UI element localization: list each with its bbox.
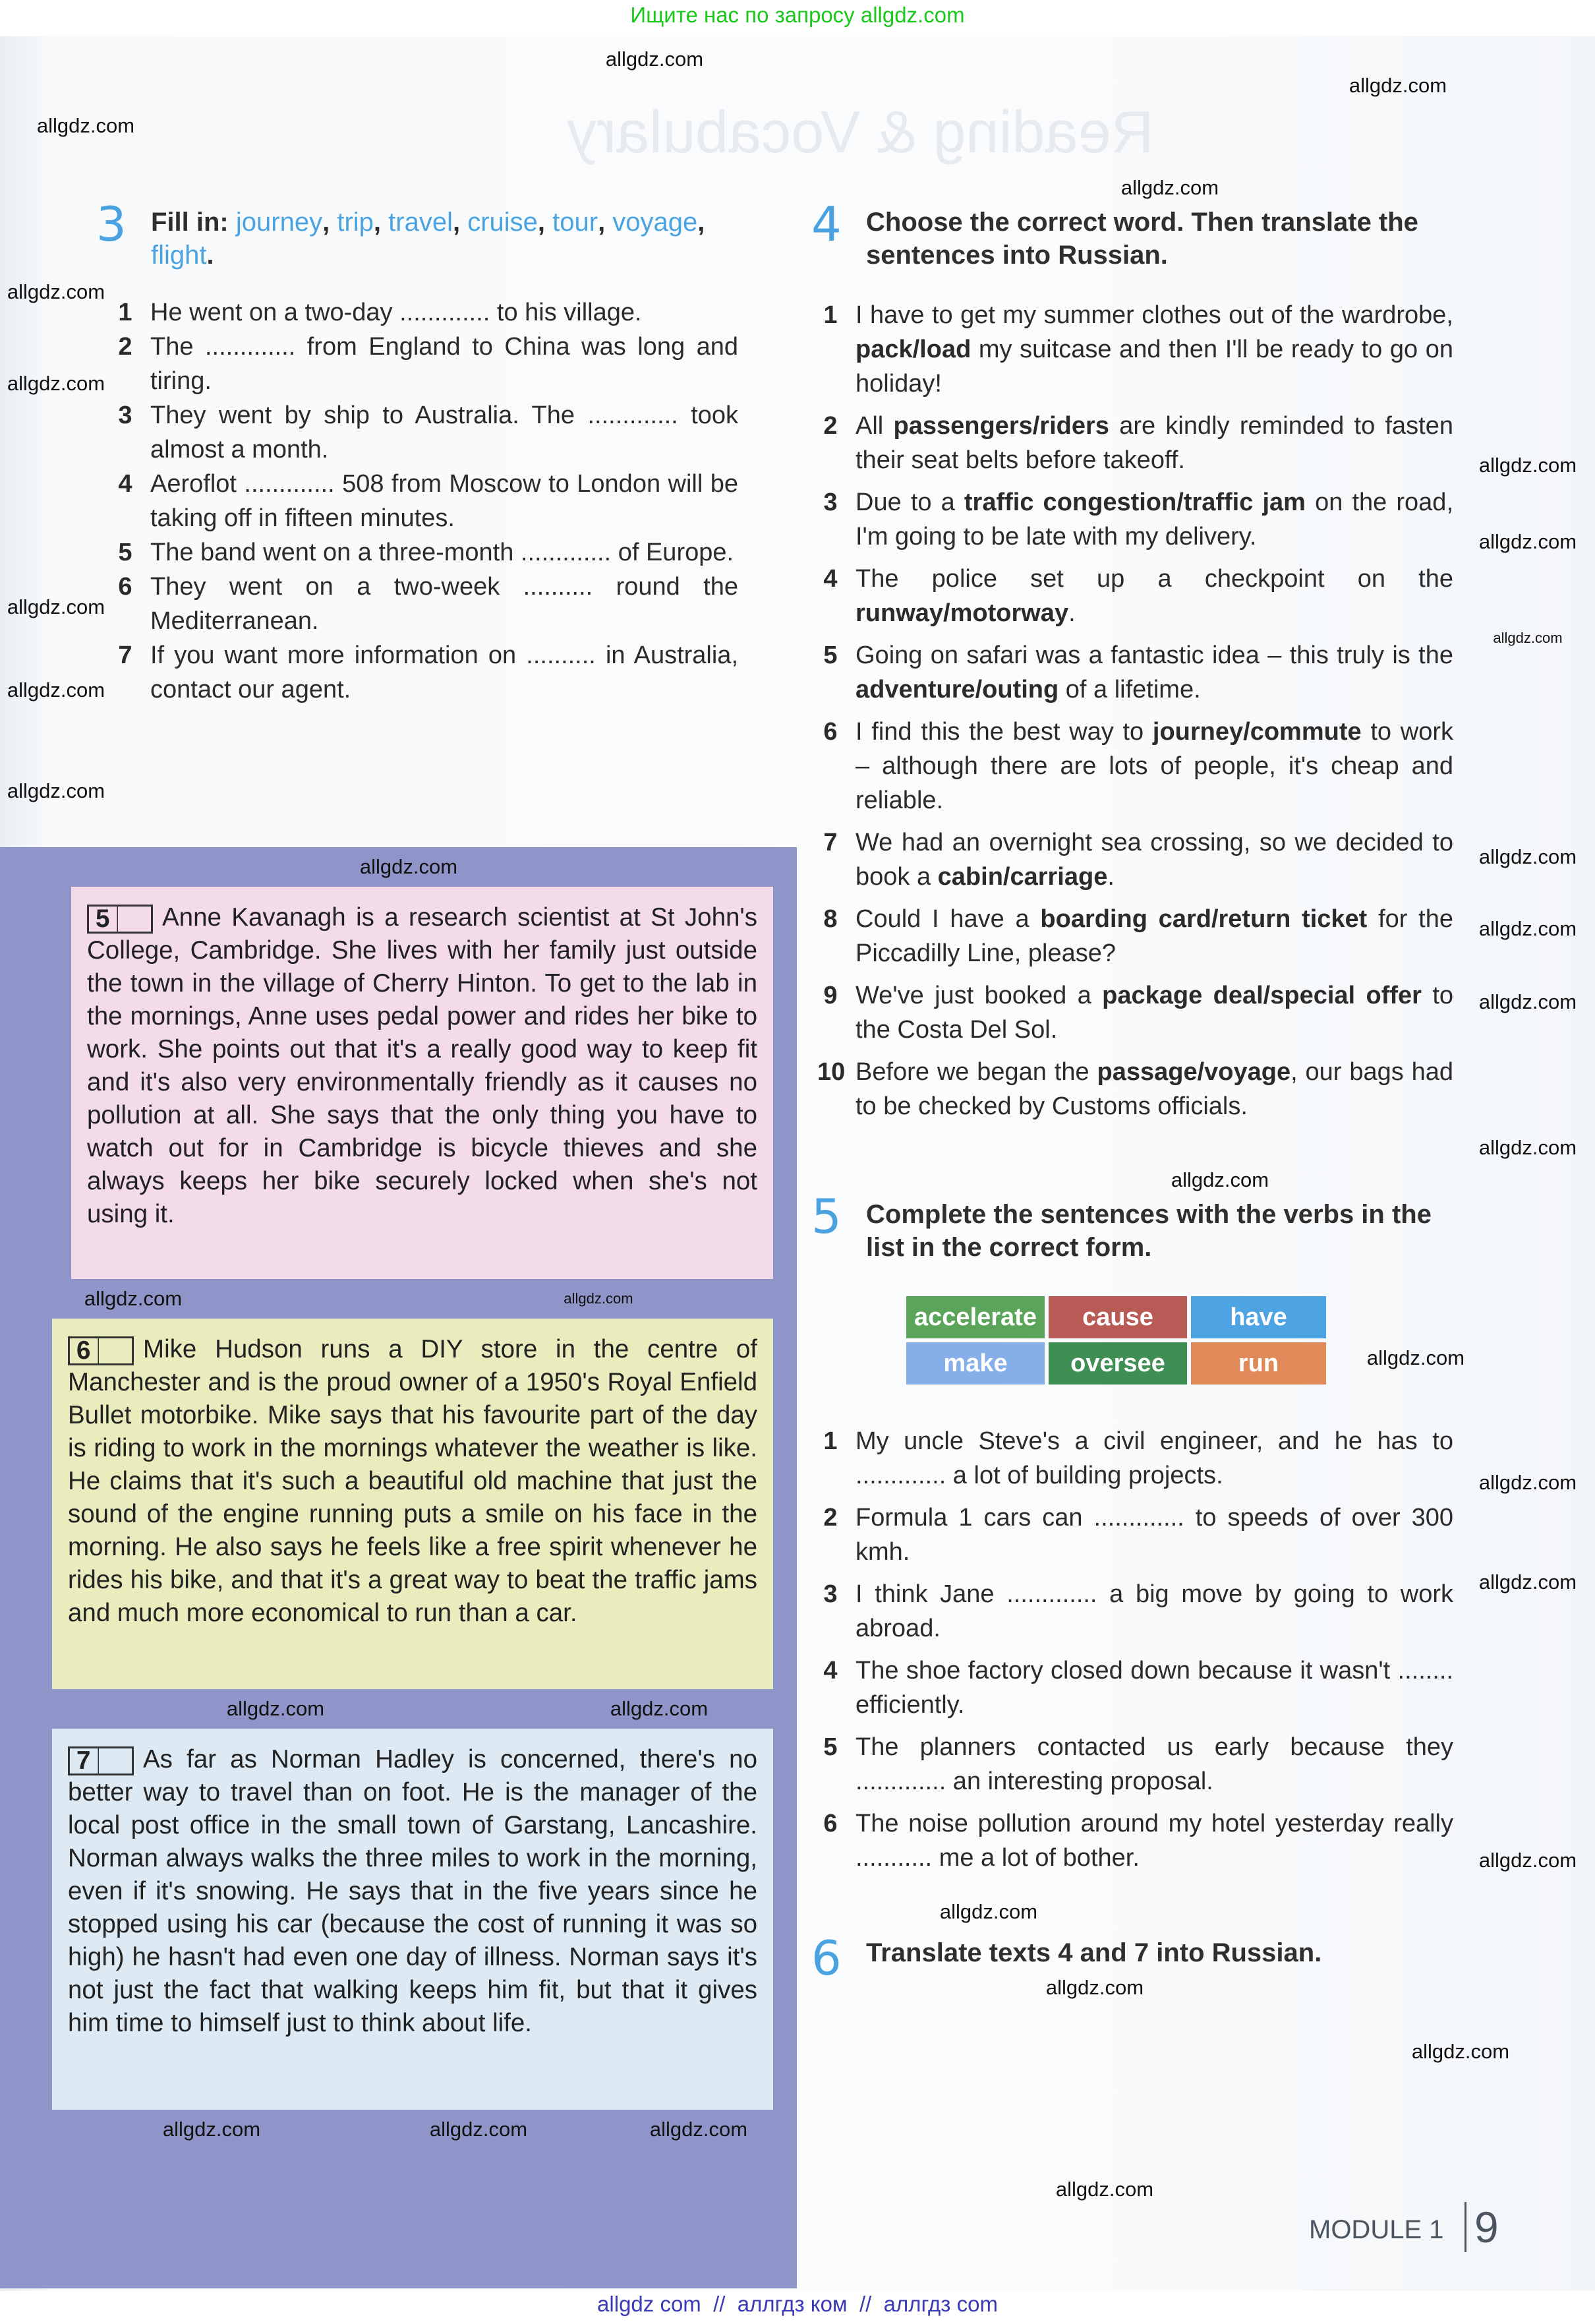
item-text: . [1107,863,1115,891]
panel-gap [0,847,797,887]
exercise-4-heading: Choose the correct word. Then translate the sentences into Russian. [866,208,1418,270]
word-choice: package deal/special offer [1102,982,1422,1009]
verb-chip: oversee [1049,1342,1187,1385]
list-item [817,825,1453,894]
watermark[interactable]: allgdz.com [7,678,105,701]
watermark[interactable]: allgdz.com [649,2118,748,2141]
text-number: 6 [68,1336,134,1365]
watermark[interactable]: allgdz.com [7,779,105,802]
watermark[interactable]: allgdz.com [7,280,105,303]
verb-chip: accelerate [906,1296,1045,1338]
list-item [817,485,1453,554]
exercise-5-number: 5 [811,1189,842,1244]
item-number: 6 [823,718,838,746]
watermark[interactable]: allgdz.com [1478,917,1577,940]
item-text: . [1068,599,1076,627]
item-text: They went on a two-week .......... round the Mediterranean. [150,573,738,635]
page-number: 9 [1464,2202,1499,2252]
footer-links[interactable]: allgdz com // аллгдз ком // аллгдз com [597,2292,998,2316]
item-text: , our bags had to be checked by Customs officials. [856,1058,1453,1120]
item-number: 10 [817,1058,846,1086]
item-number: 9 [823,982,838,1009]
section-heading-ghost: Reading & Vocabulary [567,100,1154,165]
watermark[interactable]: allgdz.com [7,595,105,618]
item-text: to the Costa Del Sol. [856,982,1454,1044]
word-choice: traffic congestion/traffic jam [964,489,1306,516]
list-item [817,1424,1453,1493]
item-text: He went on a two-day ............. to his village. [150,299,642,326]
watermark[interactable]: allgdz.com [1478,1849,1577,1872]
word-choice: runway/motorway [856,599,1069,627]
watermark[interactable]: allgdz.com [1478,990,1577,1013]
item-text: The ............. from England to China was long and tiring. [150,333,738,395]
word: trip [337,208,374,237]
watermark[interactable]: allgdz.com [36,114,135,137]
word: tour [552,208,598,237]
item-number: 2 [823,412,838,440]
list-item [112,330,738,398]
word-choice: journey/commute [1152,718,1362,746]
word-choice: pack/load [856,336,972,363]
item-text: Going on safari was a fantastic idea – this truly is the [856,641,1453,669]
watermark[interactable]: allgdz.com [605,47,704,71]
text-number: 7 [68,1746,134,1775]
list-item [817,638,1453,707]
verb-chip: run [1191,1342,1326,1385]
item-text: The noise pollution around my hotel yesterday really ........... me a lot of bother. [856,1810,1453,1872]
word-choice: passengers/riders [893,412,1109,440]
watermark[interactable]: allgdz.com [1478,454,1577,477]
list-item [112,295,738,330]
text-body: Mike Hudson runs a DIY store in the centre of Manchester and is the proud owner of a 1950's Royal Enfield Bullet motorbike. Mike says that his favourite part of the day is riding to work in the mornings whatever the weather is like. He claims that it's such a beautiful old machine that just the sound of the engine running puts a smile on his face in the morning. He also says he feels like a free spirit whenever he rides his bike, and that it's a great way to beat the traffic jams and much more economical to run than a car. [68,1335,757,1627]
exercise-6-number: 6 [811,1930,842,1986]
item-number: 1 [823,1427,838,1455]
item-number: 3 [118,402,132,429]
list-item [817,409,1453,477]
panel-gap [0,2110,797,2149]
item-text: The planners contacted us early because they ............. an interesting proposal. [856,1733,1453,1795]
list-item [112,467,738,535]
verb-chip: make [906,1342,1045,1385]
list-item [817,1055,1453,1123]
verb-chip: cause [1049,1296,1187,1338]
word: flight [151,241,207,270]
list-item [817,1806,1453,1875]
watermark[interactable]: allgdz.com [1478,530,1577,553]
item-number: 7 [118,641,132,669]
watermark[interactable]: allgdz.com [1478,1570,1577,1594]
list-item [817,1654,1453,1722]
watermark[interactable]: allgdz.com [610,1697,709,1720]
watermark[interactable]: allgdz.com [1478,845,1577,868]
verb-chip: have [1191,1296,1326,1338]
item-text: Formula 1 cars can ............. to speeds of over 300 kmh. [856,1504,1453,1566]
list-item [817,298,1453,401]
texts-panel [0,847,797,2288]
list-item [817,1501,1453,1569]
item-text: The shoe factory closed down because it wasn't ........ efficiently. [856,1657,1453,1719]
exercise-4-list [817,298,1453,1131]
item-text: I think Jane ............. a big move by going to work abroad. [856,1580,1453,1642]
item-number: 4 [118,470,132,498]
watermark[interactable]: allgdz.com [84,1287,183,1310]
item-number: 6 [118,573,132,601]
item-text: I find this the best way to [856,718,1153,746]
word-choice: boarding card/return ticket [1040,905,1368,933]
item-text: my suitcase and then I'll be ready to go on holiday! [856,336,1453,398]
list-item [817,978,1453,1047]
watermark[interactable]: allgdz.com [1045,1976,1144,1999]
verb-list [906,1296,1326,1385]
item-text: We had an overnight sea crossing, so we decided to book a [856,829,1453,891]
watermark[interactable]: allgdz.com [1411,2040,1510,2063]
text-box-7 [52,1729,773,2110]
watermark[interactable]: allgdz.com [7,372,105,395]
item-number: 5 [823,641,838,669]
word: journey [235,208,323,237]
word-choice: passage/voyage [1097,1058,1291,1086]
watermark[interactable]: allgdz.com [1120,176,1219,199]
watermark[interactable]: allgdz.com [429,2118,528,2141]
item-text: The police set up a checkpoint on the [856,565,1453,593]
exercise-4-number: 4 [811,196,842,252]
item-number: 2 [823,1504,838,1532]
list-item [817,1577,1453,1646]
word-choice: cabin/carriage [937,863,1108,891]
text-box-5 [71,887,773,1279]
list-item [112,398,738,467]
watermark[interactable]: allgdz.com [939,1900,1038,1923]
exercise-3-list [112,295,738,707]
item-number: 3 [823,489,838,516]
text-body: As far as Norman Hadley is concerned, there's no better way to travel than on foot. He is the manager of the local post office in the small town of Garstang, Lancashire. Norman always walks the three miles to work in the morning, even if it's snowing. He says that in the five years since he stopped using his car (because the cost of running it was so high) he hasn't had even one day of illness. Norman says it's not just the fact that walking keeps him fit, but that it gives him time to himself just to think about life. [68,1745,757,2037]
watermark[interactable]: allgdz.com [1171,1168,1269,1191]
item-number: 1 [823,301,838,329]
item-text: are kindly reminded to fasten their seat belts before takeoff. [856,412,1453,474]
list-item [817,902,1453,970]
item-number: 7 [823,829,838,856]
word: voyage [612,208,698,237]
item-text: to work – although there are lots of people, it's cheap and reliable. [856,718,1453,814]
watermark[interactable]: allgdz.com [1478,1136,1577,1159]
item-text: of a lifetime. [1058,676,1201,703]
item-text: Due to a [856,489,964,516]
watermark[interactable]: allgdz.com [1478,1471,1577,1494]
exercise-5-list [817,1424,1453,1883]
top-banner[interactable]: Ищите нас по запросу allgdz.com [630,3,965,27]
watermark[interactable]: allgdz.com [162,2118,261,2141]
watermark[interactable]: allgdz.com [1366,1346,1465,1369]
item-text: on the road, I'm going to be late with my delivery. [856,489,1453,551]
watermark[interactable]: allgdz.com [1348,74,1447,97]
word: travel [388,208,453,237]
text-number: 5 [87,905,153,934]
item-text: Before we began the [856,1058,1097,1086]
item-number: 4 [823,1657,838,1684]
list-item [112,638,738,707]
exercise-3-number: 3 [96,196,127,252]
item-text: My uncle Steve's a civil engineer, and he has to ............. a lot of building projects. [856,1427,1453,1489]
watermark[interactable]: allgdz.com [1493,630,1563,646]
exercise-6-heading: Translate texts 4 and 7 into Russian. [866,1938,1322,1967]
panel-gap [0,1279,797,1319]
item-number: 4 [823,565,838,593]
item-number: 2 [118,333,132,361]
fill-in-label: Fill in: [151,208,229,237]
panel-gap [0,1689,797,1729]
item-number: 1 [118,299,132,326]
exercise-5-heading: Complete the sentences with the verbs in the list in the correct form. [866,1200,1432,1262]
item-text: If you want more information on .......... in Australia, contact our agent. [150,641,738,703]
item-text: I have to get my summer clothes out of the wardrobe, [856,301,1453,329]
watermark[interactable]: allgdz.com [359,855,458,878]
item-text: We've just booked a [856,982,1103,1009]
item-text: All [856,412,894,440]
text-box-6 [52,1319,773,1689]
word: cruise [467,208,538,237]
item-number: 5 [823,1733,838,1761]
watermark[interactable]: allgdz.com [226,1697,325,1720]
module-label: MODULE 1 [1309,2215,1444,2244]
item-text: They went by ship to Australia. The ............. took almost a month. [150,402,738,463]
item-text: Could I have a [856,905,1041,933]
item-text: for the Piccadilly Line, please? [856,905,1453,967]
text-body: Anne Kavanagh is a research scientist at St John's College, Cambridge. She lives with her family just outside the town in the village of Cherry Hinton. To get to the lab in the mornings, Anne uses pedal power and rides her bike to work. She points out that it's a really good way to keep fit and it's also very environmentally friendly as it causes no pollution at all. She says that the only thing you have to watch out for in Cambridge is bicycle thieves and she always keeps her bike securely locked when she's not using it. [87,903,757,1228]
item-number: 5 [118,539,132,566]
watermark[interactable]: allgdz.com [1055,2178,1154,2201]
list-item [112,535,738,570]
item-text: Aeroflot ............. 508 from Moscow to London will be taking off in fifteen minutes. [150,470,738,532]
item-text: The band went on a three-month ............. of Europe. [150,539,734,566]
exercise-3-heading: Fill in: journey, trip, travel, cruise, tour, voyage, flight. [151,208,705,270]
list-item [817,715,1453,818]
word-choice: adventure/outing [856,676,1059,703]
watermark[interactable]: allgdz.com [564,1290,633,1307]
list-item [817,1730,1453,1799]
list-item [112,570,738,638]
item-number: 8 [823,905,838,933]
item-number: 6 [823,1810,838,1837]
item-number: 3 [823,1580,838,1608]
list-item [817,562,1453,630]
